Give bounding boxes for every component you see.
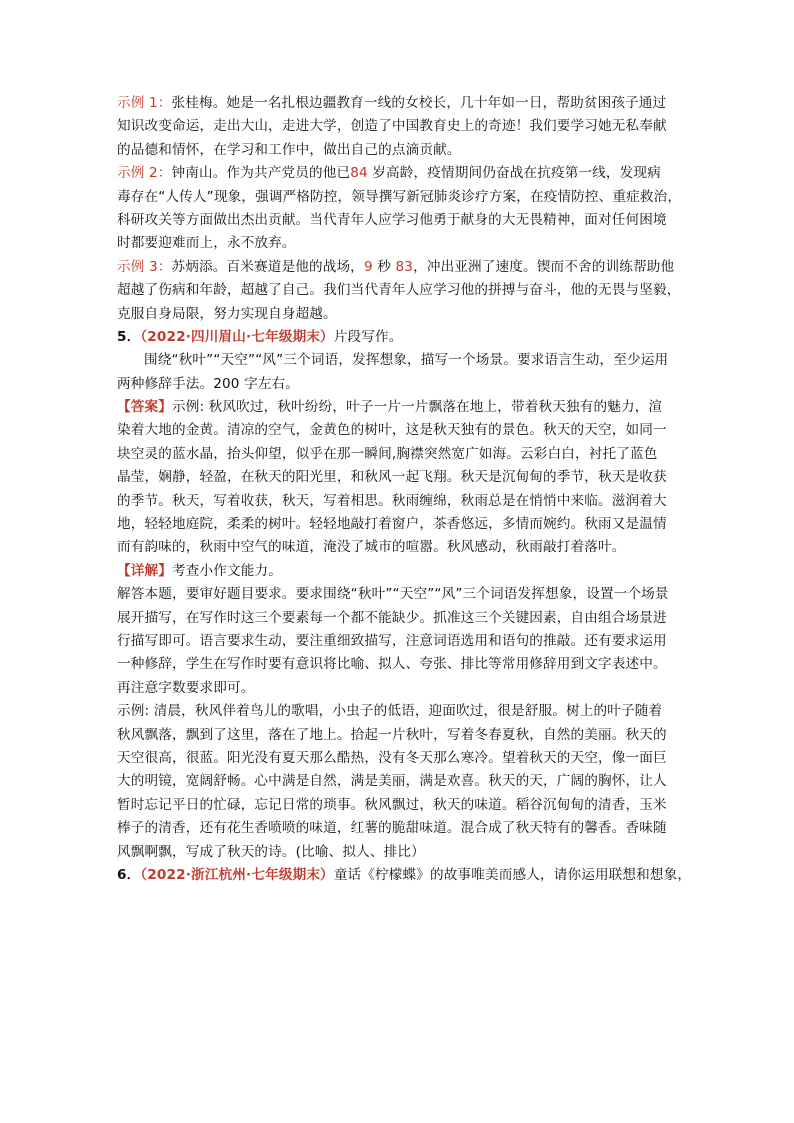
answer-tag: 【答案】	[117, 399, 172, 416]
answer-line-2: 染着大地的金黄。清凉的空气，金黄色的树叶，这是秋天独有的景色。秋天的天空，如同一	[117, 422, 667, 439]
example-2-line-4: 时都要迎难而上，永不放弃。	[117, 235, 296, 252]
detail-line-9: 天空很高，很蓝。阳光没有夏天那么酷热，没有冬天那么寒冷。望着秋天的天空，像一面巨	[117, 749, 667, 766]
example-1-line-2: 知识改变命运，走出大山，走进大学，创造了中国教育史上的奇迹！我们要学习她无私奉献	[117, 118, 667, 135]
time-hundredths: 83	[395, 258, 414, 275]
document-body	[117, 92, 692, 887]
question-5-number: 5．	[117, 328, 141, 345]
example-1-label: 示例 1：	[117, 95, 172, 111]
detail-line-3: 展开描写，在写作时这三个要素每一个都不能缺少。抓准这三个关键因素，自由组合场景进	[117, 609, 667, 626]
detail-line-2: 解答本题，要审好题目要求。要求围绕“秋叶”“天空”“风”三个词语发挥想象，设置一个场景	[117, 586, 669, 603]
example-2-line-2: 毒存在“人传人”现象，强调严格防控，领导撰写新冠肺炎诊疗方案，在疫情防控、重症救治，	[117, 188, 682, 205]
question-5-prompt-line-1: 围绕“秋叶”“天空”“风”三个词语，发挥想象，描写一个场景。要求语言生动，至少运用	[144, 352, 669, 369]
answer-line-6: 地，轻轻地庭院，柔柔的树叶。轻轻地敲打着窗户，茶香悠远，多情而婉约。秋雨又是温情	[117, 516, 667, 533]
detail-line-7: 示例: 清晨，秋风伴着鸟儿的歌唱，小虫子的低语，迎面吹过，很是舒服。树上的叶子随着	[117, 703, 663, 720]
answer-line-7: 而有韵味的，秋雨中空气的味道，淹没了城市的喧嚣。秋风感动，秋雨敲打着落叶。	[117, 539, 626, 556]
question-6-number: 6．	[117, 866, 141, 883]
example-1-line-3: 的品德和情怀，在学习和工作中，做出自己的点滴贡献。	[117, 141, 461, 158]
answer-line-3: 块空灵的蓝水晶，抬头仰望，似乎在那一瞬间,胸襟突然宽广如海。云彩白白，衬托了蓝色	[117, 445, 658, 462]
detail-line-8: 秋风飘落，飘到了这里，落在了地上。拾起一片秋叶，写着冬春夏秋，自然的美丽。秋天的	[117, 726, 667, 743]
example-3-label: 示例 3：	[117, 258, 172, 275]
question-6-text: 童话《柠檬蝶》的故事唯美而感人，请你运用联想和想象，	[333, 866, 692, 883]
detail-line-12: 棒子的清香，还有花生香喷喷的味道，红薯的脆甜味道。混合成了秋天特有的馨香。香味随	[117, 820, 667, 837]
detail-line-5: 一种修辞，学生在写作时要有意识将比喻、拟人、夸张、排比等常用修辞用到文字表述中。	[117, 656, 667, 673]
age-number: 84	[350, 165, 368, 182]
question-6-source: （2022·浙江杭州·七年级期末）	[140, 866, 334, 883]
detail-line-6: 再注意字数要求即可。	[117, 679, 255, 696]
question-5-prompt-line-2: 两种修辞手法。200 字左右。	[117, 375, 300, 392]
answer-line-4: 晶莹，娴静，轻盈，在秋天的阳光里，和秋风一起飞翔。秋天是沉甸甸的季节，秋天是收获	[117, 469, 667, 486]
example-3-line-1: 示例 3：苏炳添。百米赛道是他的战场，9 秒 83，冲出亚洲了速度。锲而不舍的训练帮助他	[117, 258, 675, 275]
detail-line-10: 大的明镜，宽阔舒畅。心中满是自然，满是美丽，满是欢喜。秋天的天，广阔的胸怀，让人	[117, 773, 667, 790]
detail-line-13: 风飘啊飘，写成了秋天的诗。(比喻、拟人、排比）	[117, 843, 425, 860]
question-5-source: （2022·四川眉山·七年级期末）	[140, 328, 334, 345]
detail-line-4: 行描写即可。语言要求生动，要注重细致描写，注意词语选用和语句的推敲。还有要求运用	[117, 632, 667, 649]
example-1-line-1: 示例 1：张桂梅。她是一名扎根边疆教育一线的女校长，几十年如一日，帮助贫困孩子通过	[117, 95, 667, 111]
answer-line-1: 【答案】示例: 秋风吹过，秋叶纷纷，叶子一片一片飘落在地上，带着秋天独有的魅力，渲	[117, 399, 663, 416]
detail-line-11: 暂时忘记平日的忙碌，忘记日常的琐事。秋风飘过，秋天的味道。稻谷沉甸甸的清香，玉米	[117, 796, 667, 813]
answer-line-5: 的季节。秋天，写着收获，秋天，写着相思。秋雨缠绵，秋雨总是在悄悄中来临。滋润着大	[117, 492, 667, 509]
example-2-line-3: 科研攻关等方面做出杰出贡献。当代青年人应学习他勇于献身的大无畏精神，面对任何困境	[117, 211, 667, 228]
question-6-heading	[117, 864, 692, 887]
time-seconds: 9	[363, 258, 373, 275]
detail-line-1: 【详解】考查小作文能力。	[117, 562, 282, 579]
question-5-title: 片段写作。	[333, 328, 403, 345]
example-2-label: 示例 2：	[117, 165, 172, 182]
example-3-line-2: 超越了伤病和年龄，超越了自己。我们当代青年人应学习他的拼搏与奋斗，他的无畏与坚毅，	[117, 282, 681, 299]
question-5-heading	[117, 326, 682, 349]
detail-tag: 【详解】	[117, 562, 172, 579]
example-2-line-1: 示例 2：钟南山。作为共产党员的他已84 岁高龄，疫情期间仍奋战在抗疫第一线，发现病	[117, 165, 661, 182]
example-3-line-3: 克服自身局限，努力实现自身超越。	[117, 305, 337, 322]
